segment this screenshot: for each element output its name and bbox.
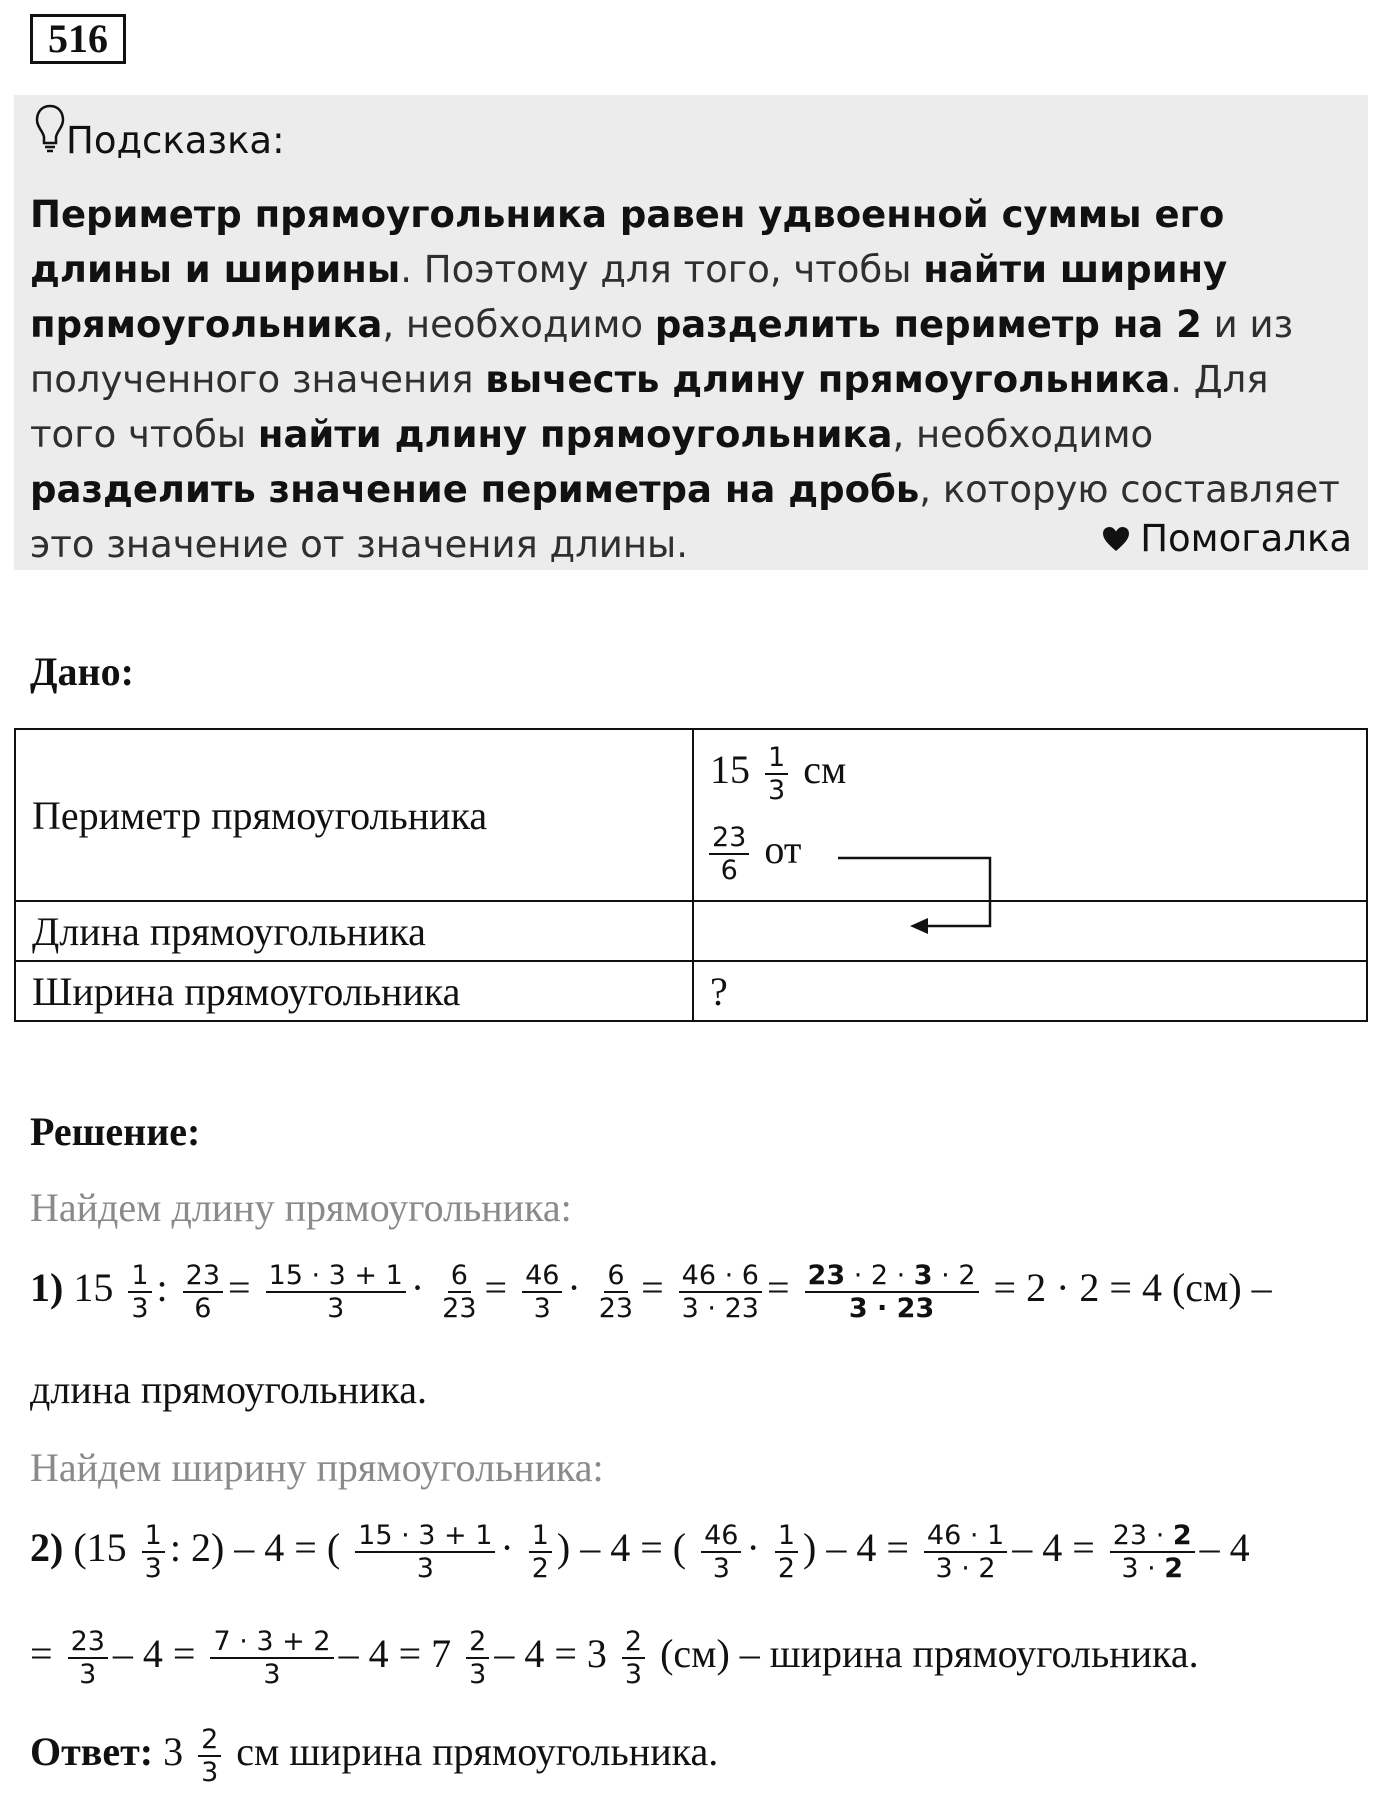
hint-s4: , необходимо — [382, 303, 655, 346]
given-heading: Дано: — [30, 649, 134, 694]
step2-equation-line1: 2) (15 $\frac{1}{3}$ : 2) – 4 = ( $\frac{15 \cdot 3 + 1}{3}$ · $\frac{1}{2}$ ) – 4 = ( $\frac{46}{3}$ · $\frac{1}{2}$ ) – 4 = $\frac{46 \cdot 1}{3 \cdot 2}$ – 4 = $\frac{23 \cdot 2}{3 \cdot 2}$ – 4 — [30, 1520, 1250, 1585]
heart-icon — [1102, 526, 1130, 552]
step1-result: длина прямоугольника. — [30, 1367, 427, 1412]
hint-box — [14, 95, 1368, 570]
hint-s6: и из полученного значения — [30, 303, 1294, 401]
brand-label: Помогалка — [1140, 517, 1352, 560]
hint-s10: , необходимо — [892, 413, 1154, 456]
row-label-width: Ширина прямоугольника — [15, 961, 693, 1021]
brand[interactable] — [1102, 517, 1352, 560]
solution-heading: Решение: — [30, 1109, 201, 1154]
lightbulb-icon — [34, 103, 66, 155]
perimeter-value-cell — [693, 729, 1367, 901]
step1-intro: Найдем длину прямоугольника: — [30, 1185, 572, 1230]
hint-s1: Периметр прямоугольника равен удвоенной суммы его длины и ширины — [30, 193, 1225, 291]
hint-s3: найти ширину прямоугольника — [30, 248, 1228, 346]
hint-s2: . Поэтому для того, чтобы — [400, 248, 924, 291]
row-label-length: Длина прямоугольника — [15, 901, 693, 961]
ratio-value: $\frac{23}{6}$ от — [704, 822, 801, 886]
perimeter-value: 15 $\frac{1}{3}$ см — [710, 742, 847, 807]
table-row — [15, 961, 1367, 1021]
problem-number: 516 — [30, 14, 126, 64]
table-row — [15, 901, 1367, 961]
hint-text — [30, 187, 1350, 572]
width-value-cell: ? — [693, 961, 1367, 1021]
hint-s8: . Для того чтобы — [30, 358, 1269, 456]
answer-label: Ответ: — [30, 1729, 154, 1775]
hint-s5: разделить периметр на 2 — [654, 303, 1202, 346]
ratio-arrow — [834, 730, 994, 950]
row-label-perimeter: Периметр прямоугольника — [15, 729, 693, 901]
fraction: $\frac{1}{3}$ — [765, 742, 788, 806]
step1-equation: 1) 15 $\frac{1}{3}$ : $\frac{23}{6}$ = $\frac{15 \cdot 3 + 1}{3}$ · $\frac{6}{23}$ = $\frac{46}{3}$ · $\frac{6}{23}$ = $\frac{46 \cdot 6}{3 \cdot 23}$ = $\frac{23 \cdot 2 \cdot 3 \cdot 2}{3 \cdot 23}$ = 2 · 2 = 4 (см) – — [30, 1260, 1272, 1325]
table-row — [15, 729, 1367, 901]
hint-s7: вычесть длину прямоугольника — [485, 358, 1171, 401]
step2-intro: Найдем ширину прямоугольника: — [30, 1445, 604, 1490]
hint-title: Подсказка: — [66, 119, 285, 162]
hint-s12: , которую составляет это значение от значения длины. — [30, 468, 1340, 566]
hint-s9: найти длину прямоугольника — [257, 413, 893, 456]
length-value-cell — [693, 901, 1367, 961]
given-table — [14, 728, 1368, 1022]
fraction: $\frac{23}{6}$ — [709, 822, 749, 886]
step2-equation-line2: = $\frac{23}{3}$ – 4 = $\frac{7 \cdot 3 + 2}{3}$ – 4 = 7 $\frac{2}{3}$ – 4 = 3 $\frac{2}{3}$ (см) – ширина прямоугольника. — [30, 1626, 1199, 1691]
hint-s11: разделить значение периметра на дробь — [30, 468, 920, 511]
answer: Ответ: 3 $\frac{2}{3}$ см ширина прямоугольника. — [30, 1724, 719, 1789]
